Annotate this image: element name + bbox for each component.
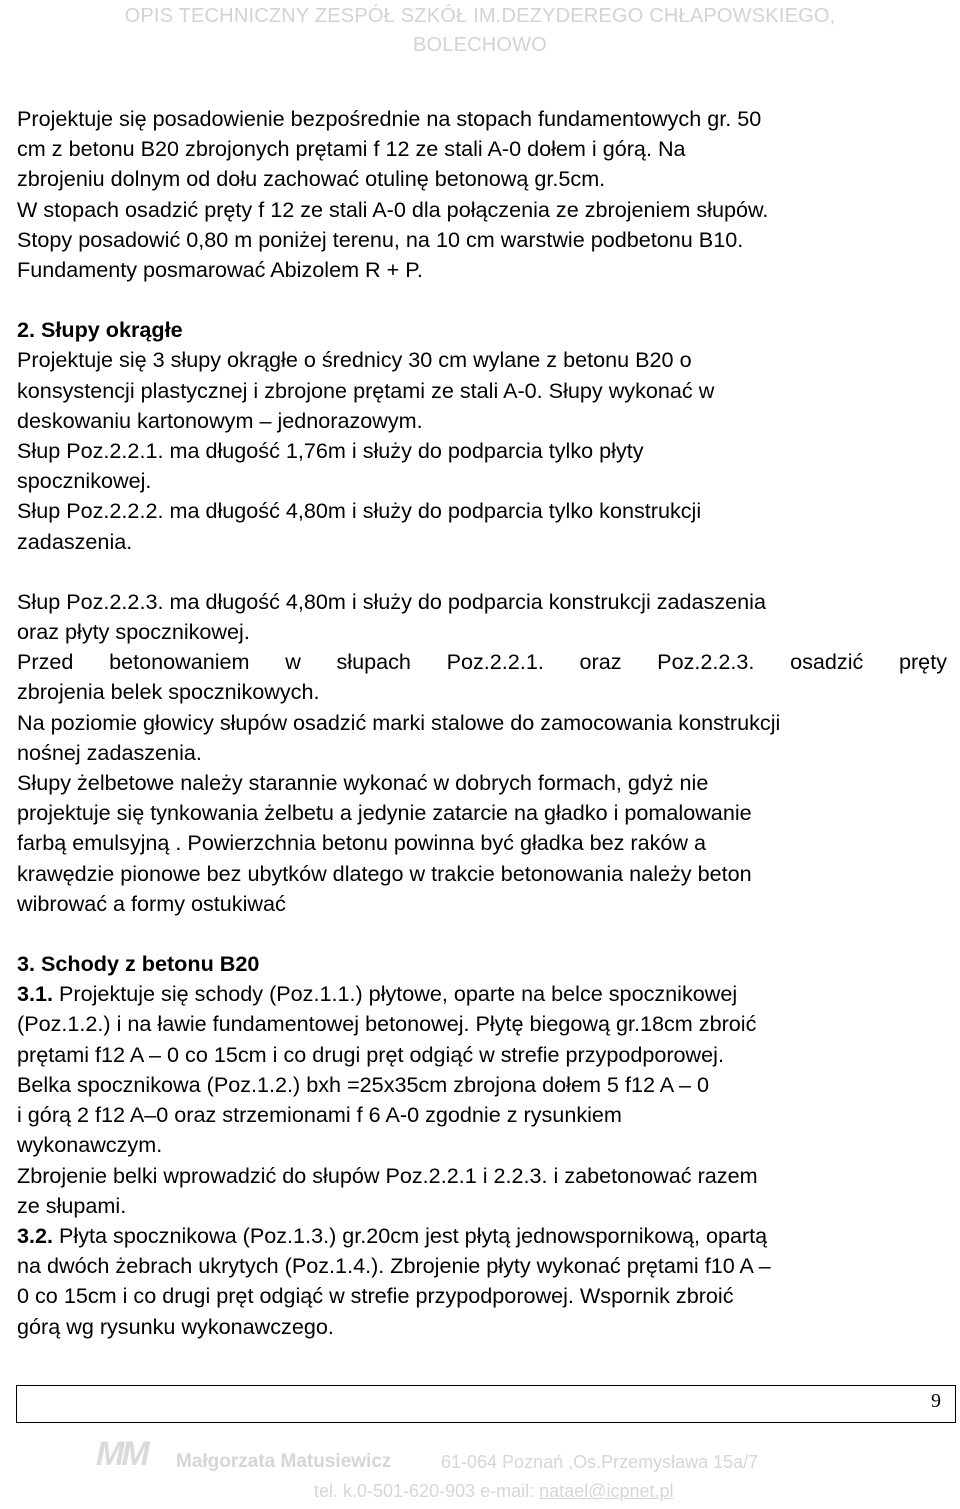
text-line: na dwóch żebrach ukrytych (Poz.1.4.). Zbrojenie płyty wykonać prętami f10 A – bbox=[17, 1253, 771, 1279]
text-line: nośnej zadaszenia. bbox=[17, 739, 202, 765]
intro-paragraph bbox=[17, 104, 947, 285]
phone-text: tel. k.0-501-620-903 e-mail: bbox=[314, 1481, 540, 1501]
text-line: krawędzie pionowe bez ubytków dlatego w trakcie betonowania należy beton bbox=[17, 860, 752, 886]
text-line: i górą 2 f12 A–0 oraz strzemionami f 6 A-0 zgodnie z rysunkiem bbox=[17, 1102, 622, 1128]
text-line: wykonawczym. bbox=[17, 1132, 163, 1158]
text-line: 0 co 15cm i co drugi pręt odgiąć w strefie przypodporowej. Wspornik zbroić bbox=[17, 1283, 734, 1309]
text-line: Zbrojenie belki wprowadzić do słupów Poz.2.2.1 i 2.2.3. i zabetonować razem bbox=[17, 1162, 758, 1188]
text-line: W stopach osadzić pręty f 12 ze stali A-0 dla połączenia ze zbrojeniem słupów. bbox=[17, 196, 769, 222]
header-line-1: OPIS TECHNICZNY ZESPÓŁ SZKÓŁ IM.DEZYDEREGO CHŁAPOWSKIEGO, bbox=[124, 5, 836, 27]
page-number-box bbox=[16, 1385, 956, 1423]
text-line: Projektuje się 3 słupy okrągłe o średnicy 30 cm wylane z betonu B20 o bbox=[17, 347, 692, 373]
text-line: spocznikowej. bbox=[17, 468, 152, 494]
author-address: 61-064 Poznań ,Os.Przemysława 15a/7 bbox=[441, 1452, 759, 1472]
text-line: cm z betonu B20 zbrojonych prętami f 12 ze stali A-0 dołem i górą. Na bbox=[17, 136, 686, 162]
text-line: prętami f12 A – 0 co 15cm i co drugi pręt odgiąć w strefie przypodporowej. bbox=[17, 1041, 724, 1067]
document-header bbox=[0, 2, 960, 60]
text-line: Przed betonowaniem w słupach Poz.2.2.1. oraz Poz.2.2.3. osadzić pręty bbox=[17, 649, 947, 675]
text-line: Słup Poz.2.2.2. ma długość 4,80m i służy do podparcia tylko konstrukcji bbox=[17, 498, 702, 524]
subsection-number: 3.1. bbox=[17, 981, 54, 1007]
section-heading: 2. Słupy okrągłe bbox=[17, 317, 183, 343]
text-line: oraz płyty spocznikowej. bbox=[17, 619, 250, 645]
text-line: Stopy posadowić 0,80 m poniżej terenu, na 10 cm warstwie podbetonu B10. bbox=[17, 226, 744, 252]
section-2 bbox=[17, 315, 947, 919]
author-name: Małgorzata Matusiewicz bbox=[176, 1451, 392, 1472]
text-line: Słup Poz.2.2.3. ma długość 4,80m i służy do podparcia konstrukcji zadaszenia bbox=[17, 588, 766, 614]
subsection-number: 3.2. bbox=[17, 1222, 54, 1248]
email-link[interactable]: natael@icpnet.pl bbox=[539, 1481, 674, 1501]
page-number: 9 bbox=[931, 1390, 941, 1412]
text-line: zadaszenia. bbox=[17, 528, 133, 554]
text-line: zbrojeniu dolnym od dołu zachować otulinę betonową gr.5cm. bbox=[17, 166, 606, 192]
section-heading: 3. Schody z betonu B20 bbox=[17, 951, 260, 977]
text-line: górą wg rysunku wykonawczego. bbox=[17, 1313, 334, 1339]
section-3 bbox=[17, 949, 947, 1342]
text-line: farbą emulsyjną . Powierzchnia betonu powinna być gładka bez raków a bbox=[17, 830, 706, 856]
text-line: (Poz.1.2.) i na ławie fundamentowej betonowej. Płytę biegową gr.18cm zbroić bbox=[17, 1011, 757, 1037]
text-line: konsystencji plastycznej i zbrojone prętami ze stali A-0. Słupy wykonać w bbox=[17, 377, 715, 403]
text-line: projektuje się tynkowania żelbetu a jedynie zatarcie na gładko i pomalowanie bbox=[17, 800, 752, 826]
text-line: 3.1. Projektuje się schody (Poz.1.1.) płytowe, oparte na belce spocznikowej bbox=[17, 981, 738, 1007]
header-line-2: BOLECHOWO bbox=[412, 34, 548, 56]
author-logo: MM bbox=[96, 1435, 147, 1473]
text-line: deskowaniu kartonowym – jednorazowym. bbox=[17, 407, 423, 433]
text-line: Słupy żelbetowe należy starannie wykonać w dobrych formach, gdyż nie bbox=[17, 770, 709, 796]
text-line: 3.2. Płyta spocznikowa (Poz.1.3.) gr.20cm jest płytą jednowspornikową, opartą bbox=[17, 1222, 768, 1248]
text-line: wibrować a formy ostukiwać bbox=[17, 890, 286, 916]
text-line: Fundamenty posmarować Abizolem R + P. bbox=[17, 257, 423, 283]
author-contact bbox=[314, 1481, 673, 1502]
text-line: Na poziomie głowicy słupów osadzić marki stalowe do zamocowania konstrukcji bbox=[17, 709, 781, 735]
document-body bbox=[17, 104, 947, 1342]
text-line: Słup Poz.2.2.1. ma długość 1,76m i służy do podparcia tylko płyty bbox=[17, 438, 644, 464]
text-line: Belka spocznikowa (Poz.1.2.) bxh =25x35cm zbrojona dołem 5 f12 A – 0 bbox=[17, 1071, 710, 1097]
text-line: Projektuje się posadowienie bezpośrednie na stopach fundamentowych gr. 50 bbox=[17, 106, 762, 131]
text-line: zbrojenia belek spocznikowych. bbox=[17, 679, 320, 705]
text-line: ze słupami. bbox=[17, 1192, 127, 1218]
